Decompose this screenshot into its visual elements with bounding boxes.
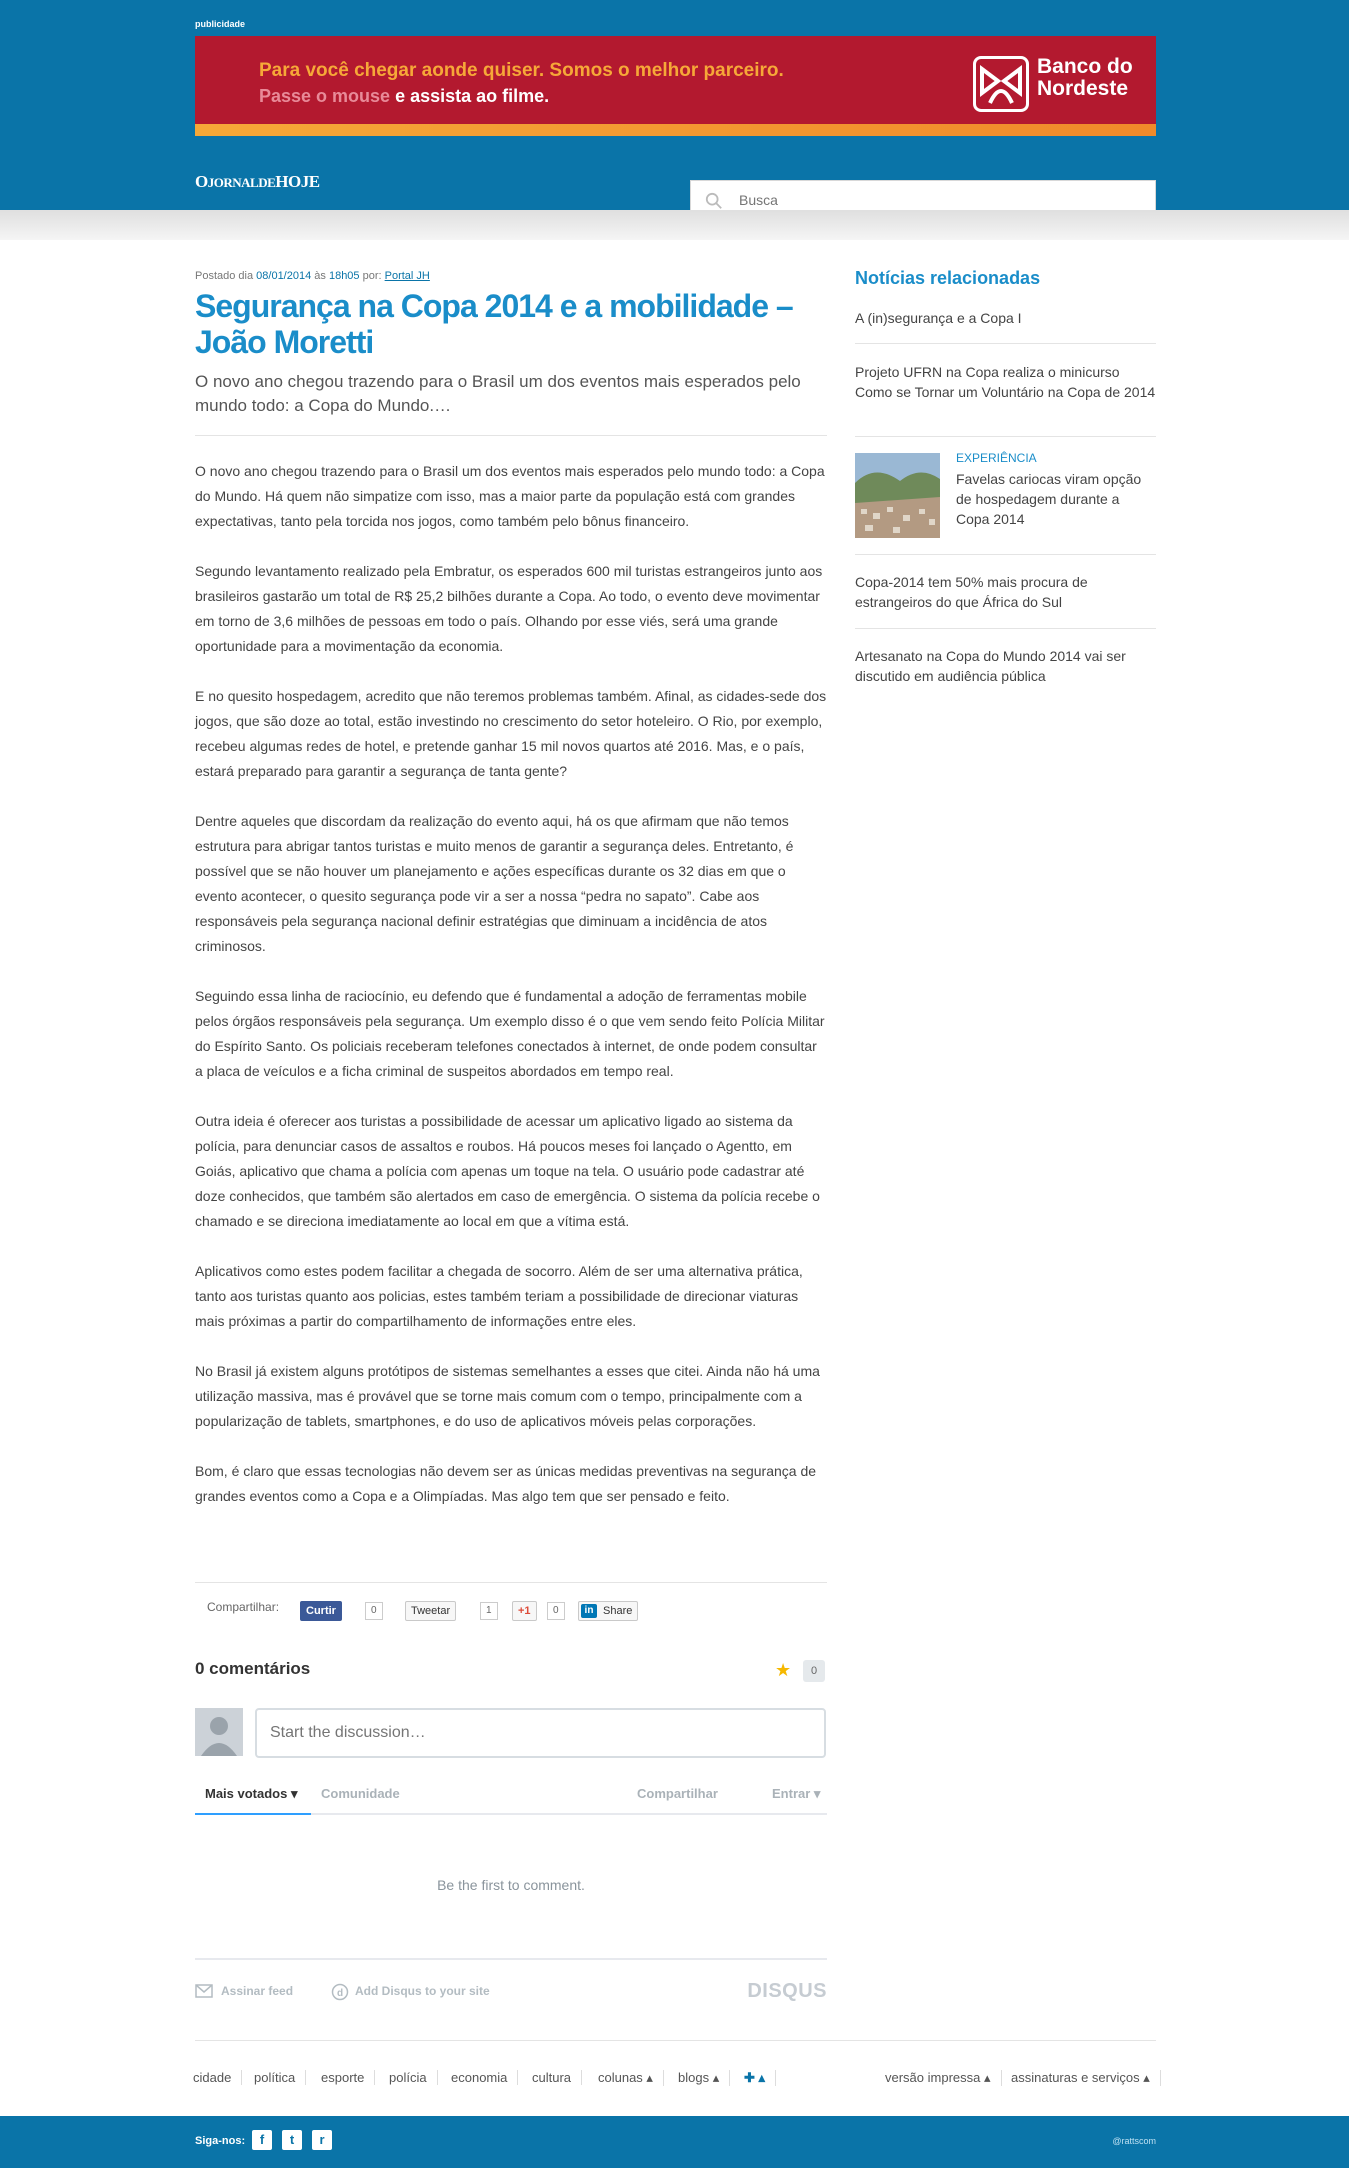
rss-icon[interactable]: r — [312, 2130, 332, 2150]
related-news-item[interactable]: Projeto UFRN na Copa realiza o minicurso Como se Tornar um Voluntário na Copa de 2014 — [855, 364, 1156, 400]
post-time[interactable]: 18h05 — [328, 270, 360, 282]
article-paragraph: Dentre aqueles que discordam da realização do evento aqui, há os que afirmam que não temos estrutura para abrigar tantos turistas e muito menos de garantir a segurança deles. Entretanto, é possível que se não houver um planejamento e ações específicas durante os 32 dias em que o evento acontecer, o quesito segurança pode vir a ser a nossa “pedra no sapato”. Cabe aos responsáveis pela segurança nacional definir estratégias que diminuam a incidência de atos criminosos. — [195, 813, 794, 954]
footer-link-policia[interactable]: polícia — [389, 2070, 438, 2085]
related-news-item[interactable]: Copa-2014 tem 50% mais procura de estrangeiros do que África do Sul — [855, 574, 1088, 610]
ad-banner[interactable] — [195, 36, 1156, 136]
disqus-footer — [195, 1958, 827, 2008]
article-paragraph: Outra ideia é oferecer aos turistas a possibilidade de acessar um aplicativo ligado ao sistema da polícia, para denunciar casos de assaltos e roubos. Há poucos meses foi lançado o Agentto, em Goiás, aplicativo que chama a polícia com apenas um toque na tela. O usuário pode cadastrar até doze conhecidos, que também são alertados em caso de emergência. O sistema da polícia recebe o chamado e se direciona imediatamente ao local em que a vítima está. — [195, 1113, 820, 1229]
footer-link-esporte[interactable]: esporte — [321, 2070, 375, 2085]
facebook-count: 0 — [365, 1602, 383, 1620]
active-tab-indicator — [195, 1813, 311, 1815]
related-news-item[interactable]: A (in)segurança e a Copa I — [855, 310, 1022, 326]
post-meta — [195, 270, 430, 282]
footer-link-print[interactable]: versão impressa ▴ — [885, 2070, 1002, 2086]
divider — [195, 435, 827, 436]
footer-link-more[interactable]: ✚ ▴ — [744, 2070, 776, 2086]
linkedin-icon: in — [581, 1604, 597, 1618]
divider — [855, 554, 1156, 555]
comments-title: 0 comentários — [195, 1659, 311, 1678]
facebook-icon[interactable]: f — [252, 2130, 272, 2150]
credit[interactable]: @rattscom — [1112, 2136, 1156, 2146]
logo-word: JORNAL — [207, 175, 259, 190]
article-paragraph: Segundo levantamento realizado pela Embratur, os esperados 600 mil turistas estrangeiros junto aos brasileiros gastarão um total de R$ 25,2 bilhões durante a Copa. Ao todo, o evento deve movimentar em torno de 3,6 milhões de pessoas em todo o país. Olhando por esse viés, será uma grande oportunidade para a movimentação da economia. — [195, 563, 823, 654]
ad-brand: Banco do Nordeste — [1037, 55, 1133, 100]
article-lead: O novo ano chegou trazendo para o Brasil um dos eventos mais esperados pelo mundo todo: a Copa do Mundo.… — [195, 372, 801, 415]
login-button[interactable]: Entrar ▾ — [772, 1786, 821, 1801]
twitter-icon[interactable]: t — [282, 2130, 302, 2150]
avatar — [195, 1708, 243, 1756]
gplus-button[interactable]: +1 — [512, 1601, 537, 1621]
related-news-title: Notícias relacionadas — [855, 268, 1041, 288]
related-news-item[interactable]: Artesanato na Copa do Mundo 2014 vai ser discutido em audiência pública — [855, 648, 1126, 684]
comments-share-button[interactable]: Compartilhar — [637, 1786, 718, 1801]
logo-word: DE — [258, 175, 276, 190]
logo-letter: O — [195, 172, 208, 191]
meta-sep: às — [311, 270, 329, 282]
bottom-bar — [0, 2116, 1349, 2168]
article-body — [195, 459, 827, 1534]
tweet-count: 1 — [480, 1602, 498, 1620]
ad-label: publicidade — [195, 19, 246, 29]
star-count: 0 — [803, 1660, 825, 1682]
footer-link-economia[interactable]: economia — [451, 2070, 518, 2085]
tab-popular[interactable]: Mais votados ▾ — [205, 1786, 298, 1801]
footer-link-colunas[interactable]: colunas ▴ — [598, 2070, 664, 2086]
ad-subline — [259, 86, 549, 107]
logo-word: HOJE — [275, 172, 320, 191]
ad-hover-text: Passe o mouse — [259, 86, 391, 106]
subscribe-feed-link[interactable]: Assinar feed — [221, 1984, 294, 1998]
related-news-thumbnail[interactable] — [855, 453, 940, 538]
disqus-icon — [331, 1983, 349, 2001]
divider — [195, 2040, 1156, 2041]
article-paragraph: O novo ano chegou trazendo para o Brasil um dos eventos mais esperados pelo mundo todo: a Copa do Mundo. Há quem não simpatize com isso, mas a maior parte da população está com grandes expectativas, tanto pela torcida nos jogos, como também pelo bônus financeiro. — [195, 463, 825, 529]
meta-prefix: Postado dia — [195, 270, 257, 282]
article-paragraph: No Brasil já existem alguns protótipos de sistemas semelhantes a esses que citei. Ainda não há uma utilização massiva, mas é provável que se torne mais comum com o tempo, principalmente com a popularização de tablets, smartphones, e do uso de aplicativos móveis pelas corporações. — [195, 1363, 820, 1429]
article-title: Segurança na Copa 2014 e a mobilidade – João Moretti — [195, 288, 793, 360]
footer-link-cultura[interactable]: cultura — [532, 2070, 582, 2085]
gplus-count: 0 — [547, 1602, 565, 1620]
follow-label: Siga-nos: — [195, 2135, 246, 2147]
article-paragraph: Bom, é claro que essas tecnologias não devem ser as únicas medidas preventivas na segurança de grandes eventos como a Copa e a Olimpíadas. Mas algo tem que ser pensado e feito. — [195, 1463, 817, 1504]
meta-by: por: — [359, 270, 385, 282]
comment-input[interactable] — [255, 1708, 826, 1758]
tab-community[interactable]: Comunidade — [321, 1786, 400, 1801]
ad-stripe — [195, 124, 1156, 136]
footer-link-blogs[interactable]: blogs ▴ — [678, 2070, 730, 2086]
share-bar — [195, 1582, 827, 1632]
ad-subline-rest: e assista ao filme. — [390, 86, 550, 106]
mail-icon — [195, 1984, 213, 1998]
star-icon[interactable]: ★ — [775, 1660, 792, 1680]
author-link[interactable]: Portal JH — [384, 270, 430, 282]
footer-link-cidade[interactable]: cidade — [193, 2070, 242, 2085]
related-news-category: EXPERIÊNCIA — [956, 451, 1037, 465]
bank-logo-icon — [973, 56, 1029, 112]
svg-text:d: d — [336, 1988, 344, 1999]
article-paragraph: Aplicativos como estes podem facilitar a chegada de socorro. Além de ser uma alternativa prática, tanto aos turistas quanto aos policias, estes também teriam a possibilidade de direcionar viaturas mais próximas a partir do compartilhamento de informações entre eles. — [195, 1263, 803, 1329]
site-header — [0, 0, 1349, 210]
related-news-item[interactable]: Favelas cariocas viram opção de hospedagem durante a Copa 2014 — [956, 471, 1142, 527]
footer-link-politica[interactable]: política — [254, 2070, 306, 2085]
share-label: Compartilhar: — [207, 1600, 280, 1614]
comment-tabs — [195, 1780, 827, 1815]
footer-link-subscriptions[interactable]: assinaturas e serviços ▴ — [1011, 2070, 1161, 2086]
linkedin-share-button[interactable] — [578, 1601, 638, 1621]
header-shade — [0, 210, 1349, 240]
divider — [855, 436, 1156, 437]
post-date[interactable]: 08/01/2014 — [256, 270, 312, 282]
ad-headline: Para você chegar aonde quiser. Somos o melhor parceiro. — [259, 60, 784, 81]
article-paragraph: E no quesito hospedagem, acredito que não teremos problemas também. Afinal, as cidades-sede dos jogos, que são doze ao total, estão investindo no crescimento do setor hoteleiro. O Rio, por exemplo, recebeu algumas redes de hotel, e pretende ganhar 15 mil novos quartos até 2016. Mas, e o país, estará preparado para garantir a segurança de tanta gente? — [195, 688, 827, 779]
divider — [855, 343, 1156, 344]
article-paragraph: Seguindo essa linha de raciocínio, eu defendo que é fundamental a adoção de ferramentas mobile pelos órgãos responsáveis pela segurança. Um exemplo disso é o que vem sendo feito Polícia Militar do Espírito Santo. Os policiais receberam telefones conectados à internet, de onde podem consultar a placa de veículos e a ficha criminal de suspeitos abordados em tempo real. — [195, 988, 825, 1079]
linkedin-label: Share — [603, 1605, 633, 1617]
add-disqus-link[interactable]: Add Disqus to your site — [355, 1984, 490, 1998]
empty-comments-message: Be the first to comment. — [437, 1877, 585, 1893]
site-logo[interactable] — [195, 172, 320, 192]
search-icon[interactable] — [705, 192, 723, 210]
tweet-button[interactable]: Tweetar — [405, 1601, 456, 1621]
disqus-logo[interactable]: DISQUS — [747, 1980, 827, 2002]
facebook-like-button[interactable]: Curtir — [300, 1601, 342, 1621]
divider — [855, 628, 1156, 629]
